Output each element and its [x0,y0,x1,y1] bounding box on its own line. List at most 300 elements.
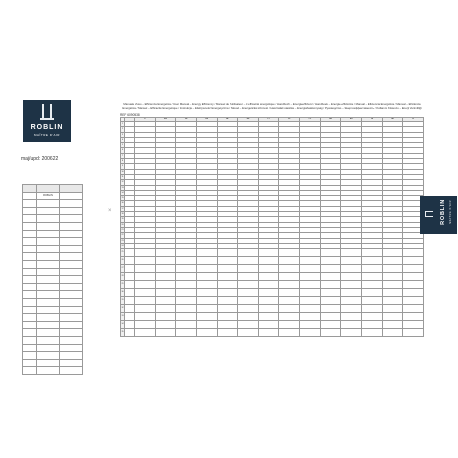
spec-row [23,192,83,200]
matrix-cell [382,281,403,289]
row-number: 17 [121,207,124,210]
matrix-cell [403,313,424,321]
table-cell [23,336,37,344]
spec-row [23,238,83,246]
matrix-row [121,313,424,321]
matrix-cell [217,321,238,329]
matrix-cell [320,297,341,305]
row-number: 7 [121,154,124,157]
table-cell [37,283,60,291]
table-cell [37,222,60,230]
matrix-cell [403,321,424,329]
table-cell [60,238,83,246]
table-cell [37,200,60,208]
matrix-cell [125,297,135,305]
matrix-cell [300,289,321,297]
update-date: maj/upd: 200622 [21,156,59,162]
matrix-cell [135,265,156,273]
matrix-cell [341,273,362,281]
matrix-cell [341,281,362,289]
matrix-cell [403,289,424,297]
spec-row [23,185,83,193]
row-number: 1 [121,123,124,125]
row-number: 35 [121,329,125,337]
matrix-cell [258,281,279,289]
matrix-cell [238,329,259,337]
matrix-row [121,305,424,313]
spec-row [23,306,83,314]
table-cell: ROBLIN [37,192,60,200]
table-cell [23,245,37,253]
matrix-cell [135,289,156,297]
matrix-cell [341,305,362,313]
table-cell [60,359,83,367]
matrix-cell [300,321,321,329]
matrix-cell [176,297,197,305]
row-number: 11 [121,175,124,178]
matrix-cell [155,273,176,281]
matrix-cell [362,289,383,297]
matrix-cell [176,281,197,289]
matrix-cell [155,249,176,257]
row-number: 16 [121,202,124,205]
matrix-cell [341,321,362,329]
matrix-cell [155,305,176,313]
matrix-cell [279,305,300,313]
matrix-cell [320,249,341,257]
matrix-cell [341,313,362,321]
matrix-cell [258,305,279,313]
row-number: 8 [121,160,124,163]
language-header-cell: NL [217,118,238,122]
matrix-cell [196,257,217,265]
matrix-cell [176,249,197,257]
table-cell [37,230,60,238]
row-number: 30 [121,289,125,297]
table-cell [23,352,37,360]
matrix-cell [279,329,300,337]
table-cell [37,359,60,367]
matrix-row [121,281,424,289]
matrix-cell [176,313,197,321]
table-cell [23,321,37,329]
spec-row [23,367,83,375]
matrix-cell [238,281,259,289]
matrix-cell [155,289,176,297]
matrix-cell [125,265,135,273]
matrix-cell [362,297,383,305]
table-cell [60,352,83,360]
table-cell [37,260,60,268]
matrix-cell [382,329,403,337]
matrix-cell [135,313,156,321]
table-cell [60,268,83,276]
matrix-cell [382,257,403,265]
matrix-cell [362,329,383,337]
matrix-cell [382,313,403,321]
matrix-cell [382,265,403,273]
row-number: 19 [121,218,124,221]
table-cell [23,238,37,246]
row-number: 34 [121,321,125,329]
matrix-cell [125,289,135,297]
matrix-cell [362,265,383,273]
spec-row [23,329,83,337]
table-cell [23,230,37,238]
matrix-cell [300,329,321,337]
matrix-cell [279,313,300,321]
matrix-cell [258,329,279,337]
matrix-cell [155,265,176,273]
table-cell [60,306,83,314]
matrix-row [121,329,424,337]
matrix-cell [320,273,341,281]
table-cell [60,314,83,322]
row-number: 32 [121,305,125,313]
matrix-cell [196,321,217,329]
language-header-cell: FR [176,118,197,122]
table-cell [37,367,60,375]
matrix-cell [279,297,300,305]
matrix-cell [238,305,259,313]
table-cell [60,200,83,208]
matrix-cell [176,257,197,265]
row-number: 6 [121,149,124,152]
matrix-cell [382,249,403,257]
matrix-cell [341,297,362,305]
row-number: 21 [121,228,124,231]
spec-row [23,215,83,223]
matrix-cell [341,249,362,257]
row-number: 25 [121,249,125,257]
matrix-cell [362,281,383,289]
table-cell [37,336,60,344]
table-cell [23,283,37,291]
matrix-cell [382,305,403,313]
matrix-cell [258,297,279,305]
spec-row [23,344,83,352]
matrix-cell [258,249,279,257]
matrix-cell [217,257,238,265]
brand-name: ROBLIN [30,124,64,131]
row-number: 13 [121,186,124,189]
table-cell [23,329,37,337]
table-cell [23,260,37,268]
table-cell [60,329,83,337]
matrix-cell [135,321,156,329]
matrix-row [121,257,424,265]
matrix-cell [238,321,259,329]
language-header-cell: ES [238,118,259,122]
spec-row [23,268,83,276]
matrix-cell [217,289,238,297]
table-cell [23,344,37,352]
matrix-cell [125,273,135,281]
spec-row [23,276,83,284]
matrix-cell [125,329,135,337]
table-cell [60,321,83,329]
matrix-cell [341,257,362,265]
side-brand-tagline: MAÎTRE D'AIR [449,200,452,224]
matrix-cell [279,257,300,265]
table-cell [60,253,83,261]
spec-row [23,245,83,253]
spec-row [23,299,83,307]
matrix-cell [217,249,238,257]
row-number: 3 [121,133,124,136]
spec-row [23,321,83,329]
matrix-cell [155,329,176,337]
table-cell [60,215,83,223]
table-cell [23,253,37,261]
spec-table-secondary [22,298,83,375]
matrix-cell [238,313,259,321]
matrix-cell [320,257,341,265]
table-cell [37,329,60,337]
row-number: 31 [121,297,125,305]
table-cell [60,222,83,230]
matrix-cell [196,281,217,289]
matrix-cell [403,305,424,313]
matrix-cell [217,273,238,281]
language-header-cell: DE [196,118,217,122]
table-cell [37,276,60,284]
row-number: 26 [121,257,125,265]
matrix-cell [217,329,238,337]
matrix-cell [125,313,135,321]
row-number: 22 [121,234,124,237]
matrix-cell [196,289,217,297]
matrix-cell [382,297,403,305]
matrix-cell [341,329,362,337]
matrix-cell [196,313,217,321]
row-number: 20 [121,223,124,226]
matrix-cell [238,297,259,305]
matrix-cell [362,321,383,329]
row-number: 18 [121,213,124,216]
matrix-cell [382,289,403,297]
matrix-cell [217,265,238,273]
matrix-cell [403,249,424,257]
matrix-cell [155,281,176,289]
language-header-cell: PL [279,118,300,122]
row-number: 29 [121,281,125,289]
matrix-cell [300,281,321,289]
matrix-cell [217,297,238,305]
spec-table-main [22,184,83,307]
matrix-cell [176,305,197,313]
table-cell [37,314,60,322]
row-number: 23 [121,239,124,242]
matrix-cell [279,273,300,281]
matrix-cell [320,321,341,329]
matrix-cell [155,313,176,321]
side-brand-tab [420,196,457,234]
table-cell [37,238,60,246]
matrix-cell [258,265,279,273]
table-cell [23,185,37,193]
matrix-cell [258,313,279,321]
matrix-cell [403,329,424,337]
logo-glyph-icon [40,104,54,122]
matrix-cell [403,273,424,281]
matrix-cell [403,297,424,305]
spec-row [23,207,83,215]
table-cell [23,359,37,367]
matrix-cell [176,329,197,337]
matrix-cell [217,305,238,313]
matrix-cell [155,257,176,265]
fold-mark: × [108,208,112,214]
matrix-cell [362,313,383,321]
row-number: 2 [121,128,124,131]
table-cell [37,245,60,253]
table-cell [37,306,60,314]
spec-row [23,352,83,360]
matrix-cell [217,313,238,321]
table-cell [60,245,83,253]
matrix-cell [176,289,197,297]
matrix-cell [135,273,156,281]
matrix-cell [258,289,279,297]
table-cell [37,352,60,360]
logo-glyph-icon [425,209,435,221]
matrix-cell [279,249,300,257]
matrix-row [121,249,424,257]
matrix-cell [258,273,279,281]
matrix-cell [279,265,300,273]
language-header-cell: CZ [300,118,321,122]
matrix-cell [176,321,197,329]
table-cell [23,200,37,208]
row-number: 5 [121,144,124,147]
table-cell [60,299,83,307]
table-cell [23,306,37,314]
matrix-cell [403,281,424,289]
matrix-cell [196,249,217,257]
table-cell [37,207,60,215]
table-cell [60,344,83,352]
matrix-cell [403,257,424,265]
matrix-cell [300,313,321,321]
matrix-cell [300,265,321,273]
row-number: 15 [121,197,124,200]
table-cell [60,260,83,268]
matrix-cell [125,305,135,313]
matrix-row [121,297,424,305]
matrix-cell [125,249,135,257]
table-cell [37,321,60,329]
matrix-cell [125,281,135,289]
matrix-cell [403,265,424,273]
document-header: Manuale d'uso – Efficienza Energetica / User Manual – Energy Efficiency / Manuel de l'utilisateur – L'efficacité énergétique / Handbuch – Energieeffizienz / Handboek – Energie-efficiëntie / Manual – Eficiencia Energética / Manual – Eficiência Energética / Manuel – Efficacité Energetique / Instrukcja – Efektywność Energetyczna / Návod – Energetická účinnost / Használati utasítás – Energiahatékonyság / Руководство – Энергоэффективность / Kullanım Kılavuzu – Enerji Verimliliği [122,102,422,110]
matrix-cell [238,289,259,297]
table-cell [37,268,60,276]
matrix-cell [300,249,321,257]
spec-row [23,253,83,261]
row-number: 24 [121,244,124,247]
row-number: 28 [121,273,125,281]
matrix-row [121,289,424,297]
matrix-cell [125,321,135,329]
language-header-cell: RU [341,118,362,122]
table-cell [23,215,37,223]
matrix-cell [238,273,259,281]
row-number: 33 [121,313,125,321]
table-cell [37,185,60,193]
matrix-cell [382,273,403,281]
table-cell [60,283,83,291]
matrix-cell [320,281,341,289]
spec-row [23,222,83,230]
matrix-cell [196,297,217,305]
language-header-cell: SE [382,118,403,122]
table-cell [37,344,60,352]
matrix-cell [300,257,321,265]
matrix-cell [300,273,321,281]
matrix-cell [217,281,238,289]
matrix-cell [196,273,217,281]
matrix-cell [320,265,341,273]
brand-tagline: MAÎTRE D'AIR [34,133,60,137]
language-header-cell: PT [258,118,279,122]
matrix-cell [155,321,176,329]
matrix-row [121,265,424,273]
matrix-cell [196,265,217,273]
matrix-cell [258,321,279,329]
spec-row [23,314,83,322]
matrix-cell [382,321,403,329]
table-cell [23,314,37,322]
row-number: 10 [121,170,124,173]
matrix-cell [341,265,362,273]
table-cell [60,185,83,193]
matrix-cell [300,305,321,313]
document-model-ref: REF 6090538 [120,113,140,117]
matrix-cell [362,249,383,257]
matrix-cell [279,281,300,289]
language-header-cell: IT [135,118,156,122]
matrix-cell [155,297,176,305]
matrix-cell [238,249,259,257]
matrix-cell [135,249,156,257]
table-cell [60,192,83,200]
table-cell [23,276,37,284]
matrix-cell [196,305,217,313]
matrix-cell [362,305,383,313]
matrix-cell [279,321,300,329]
language-header-cell: HU [320,118,341,122]
matrix-cell [135,257,156,265]
row-number: 14 [121,191,124,194]
matrix-cell [238,265,259,273]
row-number: 4 [121,138,124,141]
matrix-row [121,273,424,281]
side-brand-name: ROBLIN [440,199,446,225]
matrix-cell [125,257,135,265]
table-cell [60,230,83,238]
table-cell [60,207,83,215]
spec-row [23,230,83,238]
matrix-cell [320,313,341,321]
language-header-cell: FI [403,118,424,122]
table-cell [23,268,37,276]
table-cell [23,222,37,230]
matrix-cell [176,265,197,273]
matrix-row [121,321,424,329]
matrix-cell [300,297,321,305]
matrix-cell [238,257,259,265]
